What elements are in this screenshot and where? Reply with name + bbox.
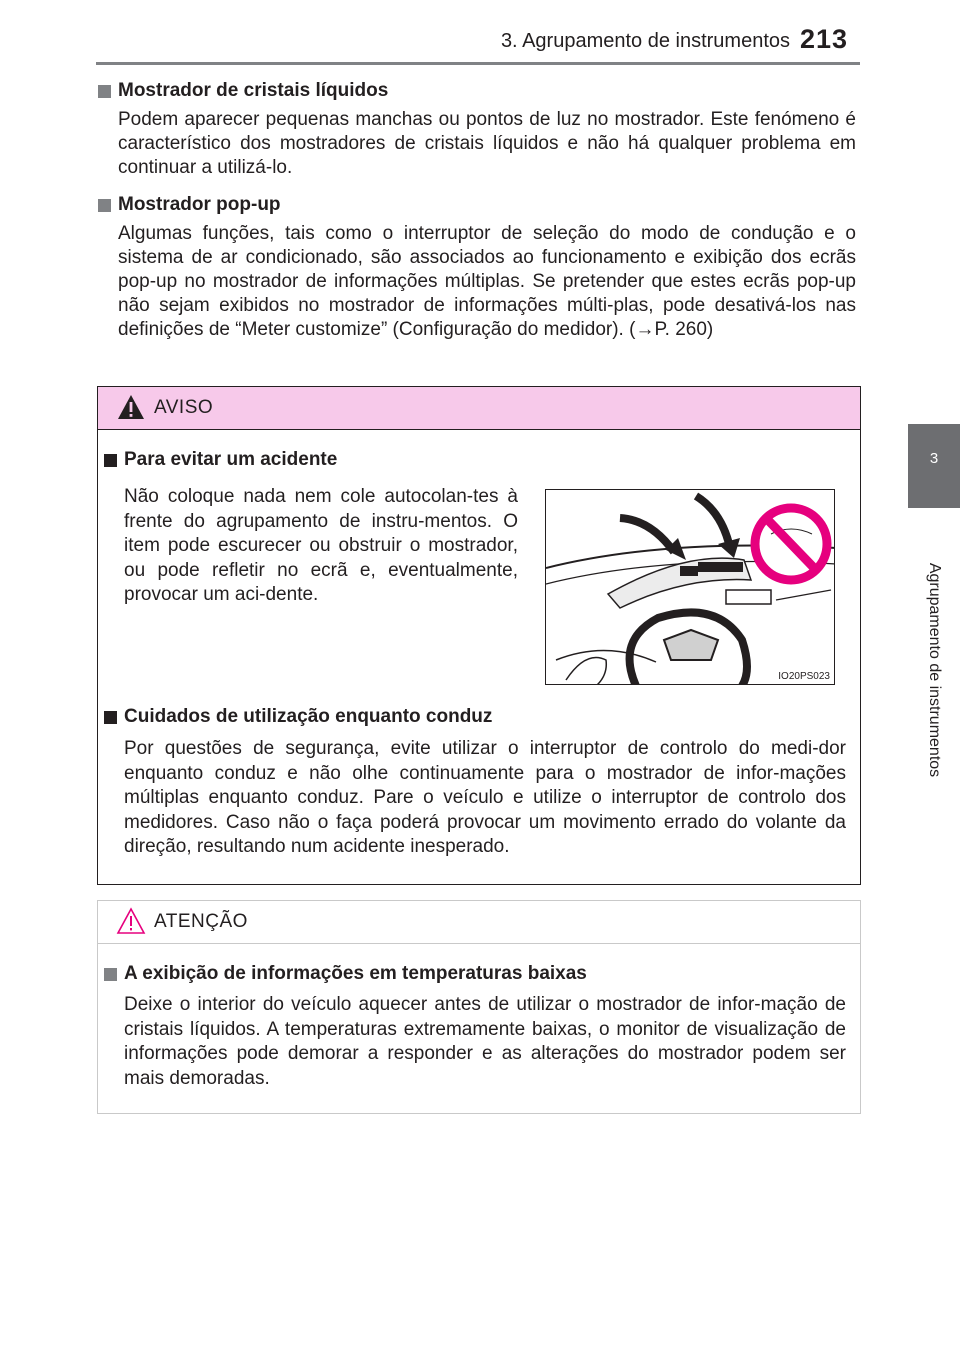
bullet-square-icon — [104, 711, 117, 724]
bullet-square-icon — [98, 199, 111, 212]
heading-text: Para evitar um acidente — [124, 449, 338, 470]
section-popup — [98, 194, 856, 342]
section-lcd — [98, 80, 856, 180]
bullet-square-icon — [98, 85, 111, 98]
bullet-square-icon — [104, 968, 117, 981]
chapter-number: 3 — [929, 450, 939, 467]
section-body: Algumas funções, tais como o interruptor de seleção do modo de condução e o sistema de ar condicionado, são associados ao funcionamento e exibição dos ecrãs pop-up no mostrador de informações múltiplas. Se pretender que estes ecrãs pop-up não sejam exibidos no mostrador de informações múlti-plas, pode desativá-los nas definições de “Meter customize” (Configuração do medidor). (→P. 260) — [118, 223, 856, 340]
page-number: 213 — [800, 24, 849, 54]
figure-code: IO20PS023 — [778, 671, 830, 682]
section-body: Podem aparecer pequenas manchas ou pontos de luz no mostrador. Este fenómeno é característico dos mostradores de cristais líquidos e não há qualquer problema em continuar a utilizá-lo. — [118, 109, 856, 178]
section-heading: Mostrador de cristais líquidos — [118, 80, 389, 101]
warning-item-body: Não coloque nada nem cole autocolan-tes à frente do agrupamento de instru-mentos. O item pode escurecer ou obstruir o mostrador, ou pode refletir no ecrã e, eventualmente, provocar um aci-dente. — [124, 486, 518, 605]
caution-item-body: Deixe o interior do veículo aquecer antes de utilizar o mostrador de infor-mação de cristais líquidos. A temperaturas extremamente baixas, o monitor de visualização de informações pode demorar a responder e as alterações do mostrador podem ser mais demoradas. — [124, 994, 846, 1089]
heading-text: Cuidados de utilização enquanto conduz — [124, 706, 493, 727]
arrow-icon — [718, 538, 740, 558]
heading-text: A exibição de informações em temperaturas baixas — [124, 963, 587, 984]
chapter-tab[interactable] — [908, 424, 960, 508]
warning-box — [97, 386, 861, 885]
prohibition-icon — [755, 508, 827, 580]
bullet-square-icon — [104, 454, 117, 467]
caution-triangle-icon — [116, 907, 146, 935]
caution-item-heading — [104, 963, 587, 985]
warning-item-body: Por questões de segurança, evite utilizar o interruptor de controlo do medi-dor enquanto conduz e não olhe continuamente para o mostrador de infor-mações múltiplas enquanto conduz. Pare o veículo e utilize o interruptor de controlo dos medidores. Caso não o faça poderá provocar um movimento errado do volante da direção, resultando num acidente inesperado. — [124, 738, 846, 857]
chapter-title-vertical: Agrupamento de instrumentos — [926, 562, 943, 778]
dashboard-illustration — [545, 489, 835, 685]
warning-header — [98, 387, 860, 430]
warning-item-heading — [104, 706, 492, 728]
section-heading: Mostrador pop-up — [118, 194, 281, 215]
header-divider — [96, 62, 860, 65]
caution-header — [98, 901, 860, 944]
warning-label: AVISO — [154, 397, 214, 418]
caution-label: ATENÇÃO — [154, 911, 248, 932]
warning-item-heading — [104, 449, 337, 471]
header-section-title: 3. Agrupamento de instrumentos — [500, 30, 790, 52]
dashboard-drawing — [546, 490, 835, 685]
warning-triangle-icon — [116, 393, 146, 421]
caution-box — [97, 900, 861, 1114]
